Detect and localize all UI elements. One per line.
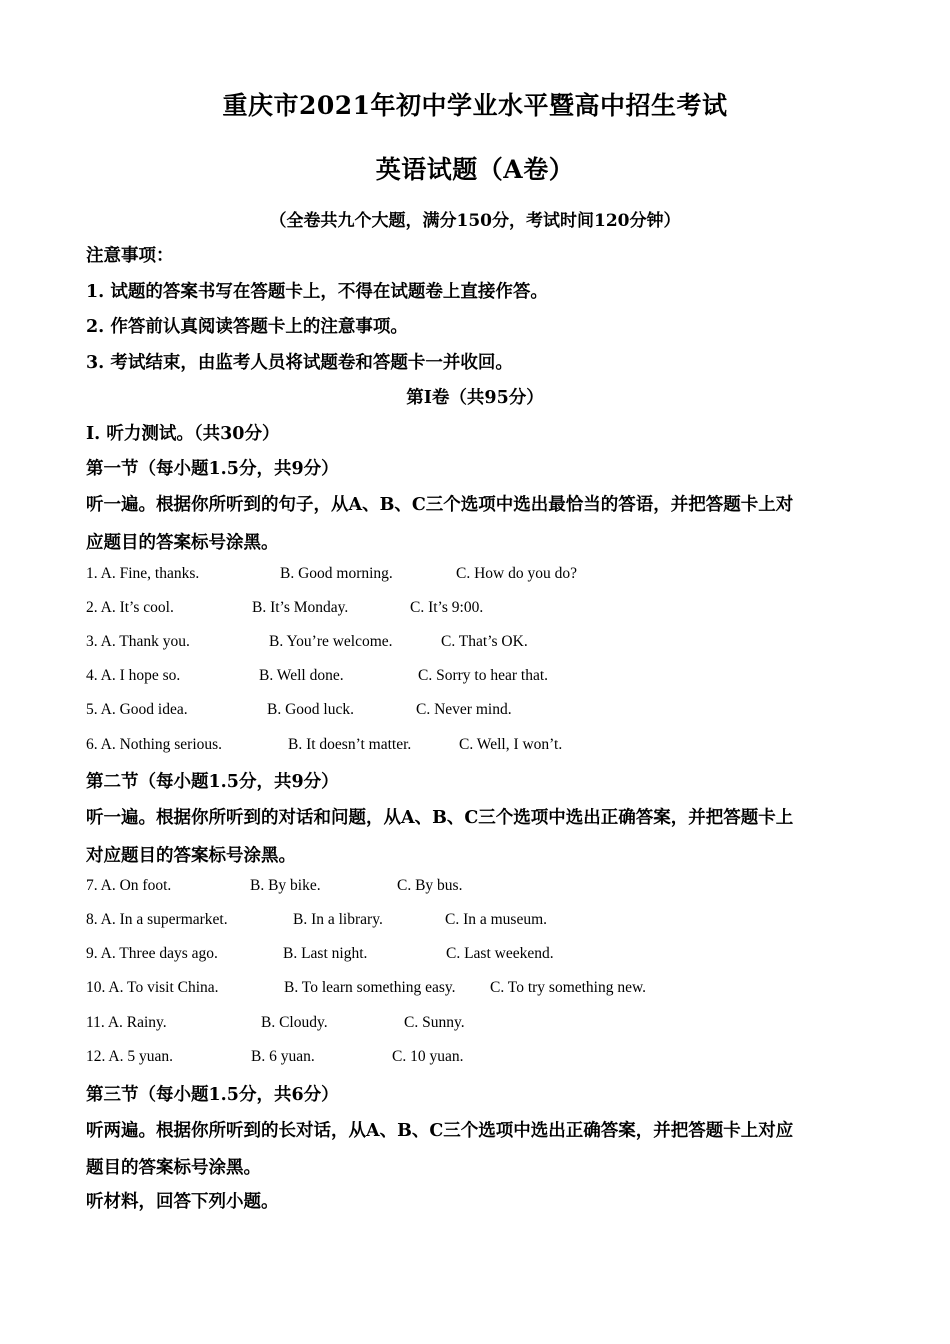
option-b: B. It’s Monday. [252,599,349,616]
option-b: B. By bike. [250,877,321,894]
question-row-4 [86,667,886,689]
section2-heading: 第二节（每小题1.5分，共9分） [86,772,339,792]
section3-instruction-line2: 题目的答案标号涂黑。 [86,1158,261,1178]
option-a: 2. A. It’s cool. [86,599,174,616]
notice-item-3: 3. 考试结束，由监考人员将试题卷和答题卡一并收回。 [86,353,513,373]
option-c: C. Never mind. [416,701,512,718]
option-c: C. Sorry to hear that. [418,667,549,684]
option-a: 3. A. Thank you. [86,633,190,650]
question-row-7 [86,877,886,899]
section3-instruction-line3: 听材料，回答下列小题。 [86,1192,279,1212]
option-b: B. Cloudy. [261,1014,328,1031]
option-b: B. To learn something easy. [284,979,456,996]
option-a: 1. A. Fine, thanks. [86,565,200,582]
option-b: B. Good luck. [267,701,354,718]
section1-heading: 第一节（每小题1.5分，共9分） [86,459,339,479]
section2-instruction-line1: 听一遍。根据你所听到的对话和问题，从A、B、C三个选项中选出正确答案，并把答题卡上 [86,808,794,828]
option-b: B. Good morning. [280,565,393,582]
notice-heading: 注意事项： [86,246,174,266]
question-row-12 [86,1048,886,1070]
question-row-8 [86,911,886,933]
section1-instruction-line2: 应题目的答案标号涂黑。 [86,533,279,553]
question-row-2 [86,599,886,621]
option-c: C. By bus. [397,877,463,894]
question-row-5 [86,701,886,723]
option-c: C. How do you do? [456,565,577,582]
exam-title: 重庆市2021年初中学业水平暨高中招生考试 [222,91,728,120]
option-a: 8. A. In a supermarket. [86,911,228,928]
option-a: 12. A. 5 yuan. [86,1048,173,1065]
option-a: 6. A. Nothing serious. [86,736,223,753]
section1-instruction-line1: 听一遍。根据你所听到的句子，从A、B、C三个选项中选出最恰当的答语，并把答题卡上对 [86,495,794,515]
option-a: 5. A. Good idea. [86,701,188,718]
option-a: 4. A. I hope so. [86,667,181,684]
question-row-10 [86,979,886,1001]
option-c: C. 10 yuan. [392,1048,464,1065]
question-row-11 [86,1014,886,1036]
option-a: 11. A. Rainy. [86,1014,167,1031]
option-c: C. Sunny. [404,1014,465,1031]
exam-subtitle: 英语试题（A卷） [375,155,575,184]
option-b: B. You’re welcome. [269,633,393,650]
section3-heading: 第三节（每小题1.5分，共6分） [86,1085,339,1105]
option-c: C. That’s OK. [441,633,528,650]
option-a: 9. A. Three days ago. [86,945,218,962]
option-b: B. In a library. [293,911,383,928]
section2-instruction-line2: 对应题目的答案标号涂黑。 [86,846,296,866]
option-c: C. Last weekend. [446,945,554,962]
volume-heading: 第I卷（共95分） [406,388,544,408]
notice-item-2: 2. 作答前认真阅读答题卡上的注意事项。 [86,317,408,337]
question-row-3 [86,633,886,655]
part1-heading: I. 听力测试。（共30分） [86,424,280,444]
option-b: B. 6 yuan. [251,1048,315,1065]
option-c: C. Well, I won’t. [459,736,563,753]
option-b: B. It doesn’t matter. [288,736,412,753]
question-row-1 [86,565,886,587]
option-a: 7. A. On foot. [86,877,172,894]
question-row-6 [86,736,886,758]
exam-note: （全卷共九个大题，满分150分，考试时间120分钟） [269,211,681,231]
option-c: C. To try something new. [490,979,647,996]
option-c: C. In a museum. [445,911,548,928]
question-row-9 [86,945,886,967]
option-c: C. It’s 9:00. [410,599,484,616]
option-a: 10. A. To visit China. [86,979,219,996]
section3-instruction-line1: 听两遍。根据你所听到的长对话，从A、B、C三个选项中选出正确答案，并把答题卡上对应 [86,1121,794,1141]
option-b: B. Well done. [259,667,344,684]
notice-item-1: 1. 试题的答案书写在答题卡上，不得在试题卷上直接作答。 [86,282,548,302]
option-b: B. Last night. [283,945,368,962]
